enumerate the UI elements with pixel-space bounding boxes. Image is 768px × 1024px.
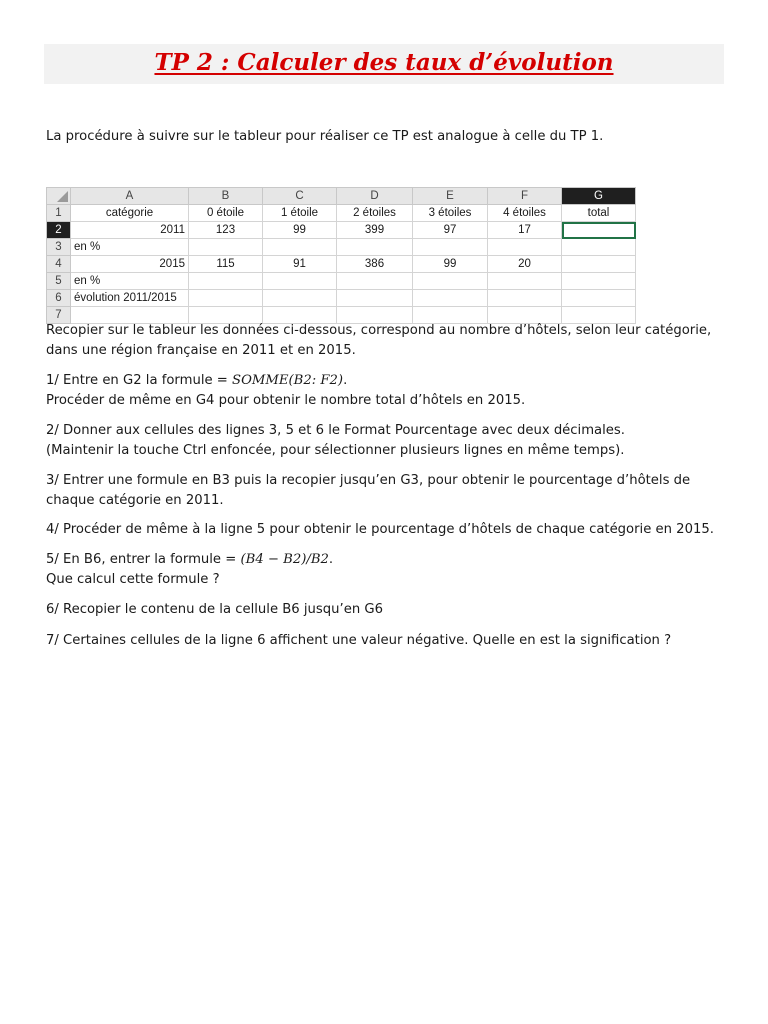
cell-a1[interactable]: catégorie bbox=[71, 205, 189, 222]
cell-c3[interactable] bbox=[263, 239, 337, 256]
column-header-a[interactable]: A bbox=[71, 188, 189, 205]
question-1-text: 1/ Entre en G2 la formule = bbox=[46, 373, 233, 388]
cell-a5[interactable]: en % bbox=[71, 273, 189, 290]
cell-f3[interactable] bbox=[488, 239, 562, 256]
select-all-icon bbox=[57, 191, 68, 202]
column-header-d[interactable]: D bbox=[337, 188, 413, 205]
cell-d4[interactable]: 386 bbox=[337, 256, 413, 273]
select-all-corner[interactable] bbox=[47, 188, 71, 205]
cell-e5[interactable] bbox=[413, 273, 488, 290]
cell-a2[interactable]: 2011 bbox=[71, 222, 189, 239]
cell-b1[interactable]: 0 étoile bbox=[189, 205, 263, 222]
question-1-line1 bbox=[46, 371, 347, 391]
question-1-formula: SOMME(B2: F2) bbox=[232, 373, 344, 388]
cell-e3[interactable] bbox=[413, 239, 488, 256]
column-header-f[interactable]: F bbox=[488, 188, 562, 205]
instruction-recopier-line1: Recopier sur le tableur les données ci-dessous, correspond au nombre d’hôtels, selon leur catégorie, bbox=[46, 323, 712, 338]
cell-e4[interactable]: 99 bbox=[413, 256, 488, 273]
cell-a4[interactable]: 2015 bbox=[71, 256, 189, 273]
cell-d3[interactable] bbox=[337, 239, 413, 256]
row-header-1[interactable]: 1 bbox=[47, 205, 71, 222]
cell-d6[interactable] bbox=[337, 290, 413, 307]
spreadsheet-row bbox=[47, 205, 636, 222]
spreadsheet-screenshot bbox=[46, 187, 645, 321]
spreadsheet-row bbox=[47, 256, 636, 273]
column-header-e[interactable]: E bbox=[413, 188, 488, 205]
cell-g6[interactable] bbox=[562, 290, 636, 307]
row-header-2[interactable]: 2 bbox=[47, 222, 71, 239]
cell-g2[interactable] bbox=[562, 222, 636, 239]
cell-f2[interactable]: 17 bbox=[488, 222, 562, 239]
column-header-row bbox=[47, 188, 636, 205]
cell-b4[interactable]: 115 bbox=[189, 256, 263, 273]
cell-f6[interactable] bbox=[488, 290, 562, 307]
spreadsheet-row bbox=[47, 239, 636, 256]
cell-b6[interactable] bbox=[189, 290, 263, 307]
instruction-recopier-line2: dans une région française en 2011 et en 2015. bbox=[46, 343, 356, 358]
spreadsheet-grid bbox=[46, 187, 636, 324]
question-3-line2: chaque catégorie en 2011. bbox=[46, 493, 224, 508]
question-1-line2: Procéder de même en G4 pour obtenir le nombre total d’hôtels en 2015. bbox=[46, 393, 526, 408]
cell-b3[interactable] bbox=[189, 239, 263, 256]
question-5-text: 5/ En B6, entrer la formule = bbox=[46, 552, 241, 567]
question-6: 6/ Recopier le contenu de la cellule B6 jusqu’en G6 bbox=[46, 602, 383, 617]
row-header-7[interactable]: 7 bbox=[47, 307, 71, 324]
cell-g5[interactable] bbox=[562, 273, 636, 290]
question-5-line2: Que calcul cette formule ? bbox=[46, 572, 220, 587]
intro-text: La procédure à suivre sur le tableur pour réaliser ce TP est analogue à celle du TP 1. bbox=[46, 129, 604, 144]
question-3-line1: 3/ Entrer une formule en B3 puis la recopier jusqu’en G3, pour obtenir le pourcentage d’hôtels de bbox=[46, 473, 691, 488]
cell-c1[interactable]: 1 étoile bbox=[263, 205, 337, 222]
cell-d1[interactable]: 2 étoiles bbox=[337, 205, 413, 222]
cell-g3[interactable] bbox=[562, 239, 636, 256]
page-title: TP 2 : Calculer des taux d’évolution bbox=[154, 49, 614, 76]
cell-b5[interactable] bbox=[189, 273, 263, 290]
question-5-line1 bbox=[46, 550, 333, 570]
cell-e6[interactable] bbox=[413, 290, 488, 307]
column-header-b[interactable]: B bbox=[189, 188, 263, 205]
question-5-period: . bbox=[328, 552, 334, 567]
row-header-3[interactable]: 3 bbox=[47, 239, 71, 256]
spreadsheet-body bbox=[47, 205, 636, 324]
cell-g4[interactable] bbox=[562, 256, 636, 273]
cell-f1[interactable]: 4 étoiles bbox=[488, 205, 562, 222]
spreadsheet-row bbox=[47, 273, 636, 290]
cell-c6[interactable] bbox=[263, 290, 337, 307]
title-banner bbox=[44, 44, 724, 84]
question-4: 4/ Procéder de même à la ligne 5 pour obtenir le pourcentage d’hôtels de chaque catégorie en 2015. bbox=[46, 522, 714, 537]
question-2-line1: 2/ Donner aux cellules des lignes 3, 5 et 6 le Format Pourcentage avec deux décimales. bbox=[46, 423, 625, 438]
column-header-c[interactable]: C bbox=[263, 188, 337, 205]
column-header-g[interactable]: G bbox=[562, 188, 636, 205]
row-header-5[interactable]: 5 bbox=[47, 273, 71, 290]
question-5-formula: (B4 − B2)/B2 bbox=[240, 552, 329, 567]
question-2-line2: (Maintenir la touche Ctrl enfoncée, pour sélectionner plusieurs lignes en même temps). bbox=[46, 443, 625, 458]
question-7: 7/ Certaines cellules de la ligne 6 affichent une valeur négative. Quelle en est la signification ? bbox=[46, 633, 672, 648]
cell-a3[interactable]: en % bbox=[71, 239, 189, 256]
cell-c4[interactable]: 91 bbox=[263, 256, 337, 273]
cell-f4[interactable]: 20 bbox=[488, 256, 562, 273]
cell-b2[interactable]: 123 bbox=[189, 222, 263, 239]
spreadsheet-row bbox=[47, 290, 636, 307]
row-header-6[interactable]: 6 bbox=[47, 290, 71, 307]
question-1-period: . bbox=[343, 373, 348, 388]
cell-f5[interactable] bbox=[488, 273, 562, 290]
cell-c5[interactable] bbox=[263, 273, 337, 290]
cell-d5[interactable] bbox=[337, 273, 413, 290]
spreadsheet-row bbox=[47, 222, 636, 239]
row-header-4[interactable]: 4 bbox=[47, 256, 71, 273]
cell-e2[interactable]: 97 bbox=[413, 222, 488, 239]
cell-e1[interactable]: 3 étoiles bbox=[413, 205, 488, 222]
cell-a6[interactable]: évolution 2011/2015 bbox=[71, 290, 189, 307]
cell-d2[interactable]: 399 bbox=[337, 222, 413, 239]
cell-c2[interactable]: 99 bbox=[263, 222, 337, 239]
cell-g1[interactable]: total bbox=[562, 205, 636, 222]
